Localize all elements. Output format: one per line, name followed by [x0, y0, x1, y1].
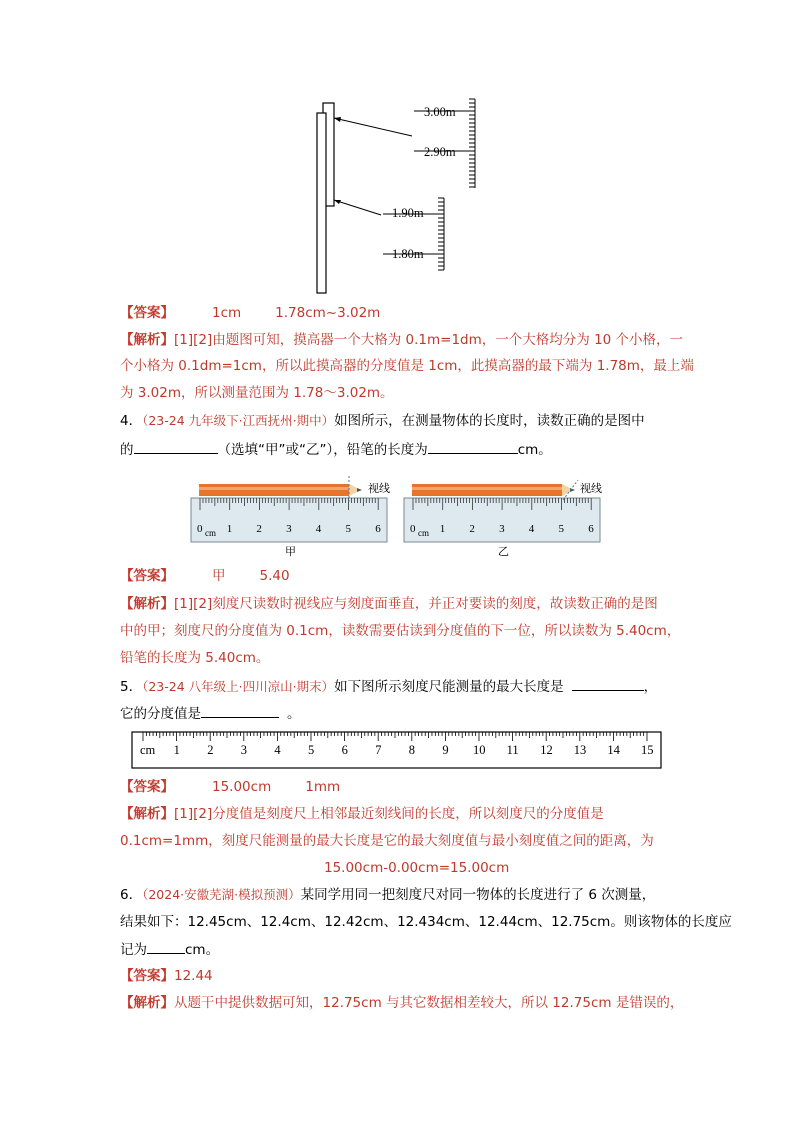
answer-blank[interactable]: [134, 439, 218, 454]
ruler-tick-label: 11: [506, 743, 519, 757]
ruler-tick-label: 0: [410, 523, 416, 535]
q3-answer-line: [120, 303, 380, 323]
analysis-tag: 【解析】: [120, 596, 174, 612]
answer-value: 1mm: [305, 779, 341, 795]
answer-value: 1cm: [212, 305, 242, 321]
caption-jia: 甲: [285, 546, 296, 558]
question-stem: ，: [643, 679, 658, 695]
question-number: 5．: [120, 679, 143, 695]
question-source: （2024·安徽芜湖·模拟预测）: [142, 887, 301, 902]
ruler-unit: cm: [205, 528, 216, 538]
ruler-tick-label: 4: [315, 523, 322, 535]
ruler-tick-label: 4: [274, 743, 281, 757]
analysis-tag: 【解析】: [120, 995, 174, 1011]
ruler-tick-label: 10: [473, 743, 486, 757]
answer-value: 12.44: [174, 968, 213, 984]
q5-stem-line-1: [120, 676, 657, 697]
caption-yi: 乙: [498, 546, 509, 558]
answer-value: 15.00cm: [212, 779, 272, 795]
analysis-tag: 【解析】: [120, 332, 174, 348]
question-stem: 它的分度值是: [120, 706, 201, 722]
question-stem: cm。: [185, 942, 220, 958]
q5-analysis-line-3: 15.00cm-0.00cm=15.00cm: [324, 860, 510, 876]
ruler-unit: cm: [140, 743, 156, 757]
question-stem: 某同学用同一把刻度尺对同一物体的长度进行了 6 次测量，: [300, 887, 656, 903]
answer-value: 甲: [212, 568, 226, 584]
answer-value: 5.40: [259, 568, 290, 584]
analysis-text: 从题干中提供数据可知，12.75cm 与其它数据相差较大，所以 12.75cm 是错误的，: [174, 995, 684, 1011]
ruler-tick-label: 2: [256, 523, 262, 535]
question-stem: 的: [120, 442, 134, 458]
ruler-tick-label: 6: [375, 523, 381, 535]
analysis-text: [1][2]刻度尺读数时视线应与刻度面垂直，并正对要读的刻度，故读数正确的是图: [174, 596, 658, 612]
ruler-tick-label: 1: [173, 743, 180, 757]
ruler-tick-label: 13: [573, 743, 587, 757]
ruler-tick-label: 12: [540, 743, 553, 757]
q4-stem-line-2: [120, 439, 552, 460]
question-stem: 。: [287, 706, 301, 722]
answer-blank[interactable]: [201, 703, 279, 718]
answer-tag: 【答案】: [120, 568, 174, 584]
label-1-80m: 1.80m: [392, 247, 424, 261]
q4-stem-line-1: [120, 411, 645, 431]
q6-stem-line-1: [120, 885, 655, 905]
q4-analysis-line-3: 铅笔的长度为 5.40cm。: [120, 650, 270, 666]
q6-answer-line: [120, 966, 213, 986]
height-gauge-figure: [0, 0, 793, 300]
q4-analysis-line-1: [120, 594, 658, 614]
q5-analysis-line-1: [120, 804, 604, 824]
ruler-tick-label: 1: [226, 523, 233, 535]
question-number: 6．: [120, 887, 143, 903]
answer-blank[interactable]: [572, 676, 644, 691]
q4-answer-line: [120, 566, 290, 586]
ruler-jia: [191, 476, 390, 558]
label-1-90m: 1.90m: [392, 206, 424, 220]
ruler-tick-label: 5: [558, 523, 564, 535]
q6-analysis-line-1: [120, 993, 683, 1013]
q3-analysis-line-1: [120, 330, 683, 350]
ruler-tick-label: 2: [469, 523, 475, 535]
analysis-tag: 【解析】: [120, 806, 174, 822]
answer-tag: 【答案】: [120, 968, 174, 984]
q6-stem-line-3: [120, 939, 219, 960]
ruler-tick-label: 3: [286, 523, 292, 535]
ruler-tick-label: 3: [240, 743, 248, 757]
q5-stem-line-2: [120, 703, 301, 724]
label-2-90m: 2.90m: [424, 145, 456, 159]
question-stem: （选填“甲”或“乙”），铅笔的长度为: [217, 442, 428, 458]
answer-blank[interactable]: [147, 939, 185, 954]
ruler-tick-label: 5: [308, 743, 315, 757]
sight-label: 视线: [368, 483, 390, 495]
q4-analysis-line-2: 中的甲；刻度尺的分度值为 0.1cm，读数需要估读到分度值的下一位，所以读数为 5.40cm，: [120, 623, 681, 639]
answer-value: 1.78cm~3.02m: [275, 305, 381, 321]
q5-answer-line: [120, 777, 340, 797]
ruler-15cm: [0, 730, 793, 780]
ruler-tick-label: 3: [499, 523, 505, 535]
q6-stem-line-2: 结果如下：12.45cm、12.4cm、12.42cm、12.434cm、12.44cm、12.75cm。则该物体的长度应: [120, 914, 732, 930]
ruler-tick-label: 15: [641, 743, 654, 757]
question-source: （23-24 八年级上·四川凉山·期末）: [142, 679, 335, 694]
q5-analysis-line-2: 0.1cm=1mm，刻度尺能测量的最大长度是它的最大刻度值与最小刻度值之间的距离，为: [120, 833, 654, 849]
ruler-tick-label: 0: [197, 523, 203, 535]
sight-label: 视线: [580, 483, 602, 495]
gauge-inner-rod: [317, 113, 326, 293]
label-3-00m: 3.00m: [424, 105, 456, 119]
ruler-tick-label: 4: [528, 523, 535, 535]
ruler-tick-label: 1: [439, 523, 446, 535]
ruler-tick-label: 9: [442, 743, 449, 757]
ruler-tick-label: 8: [408, 743, 416, 757]
answer-blank[interactable]: [428, 439, 518, 454]
question-stem: cm。: [517, 442, 552, 458]
ruler-yi: [404, 480, 602, 558]
ruler-tick-label: 7: [375, 743, 382, 757]
q3-analysis-line-2: 个小格为 0.1dm=1cm，所以此摸高器的分度值是 1cm，此摸高器的最下端为 1.78m，最上端: [120, 358, 694, 374]
analysis-text: [1][2]分度值是刻度尺上相邻最近刻线间的长度，所以刻度尺的分度值是: [174, 806, 604, 822]
pencil-ruler-figure: [0, 470, 793, 570]
answer-tag: 【答案】: [120, 305, 174, 321]
ruler-tick-label: 2: [207, 743, 214, 757]
answer-tag: 【答案】: [120, 779, 174, 795]
question-number: 4．: [120, 413, 143, 429]
q3-analysis-line-3: 为 3.02m，所以测量范围为 1.78～3.02m。: [120, 385, 394, 401]
ruler-tick-label: 6: [588, 523, 594, 535]
question-stem: 记为: [120, 942, 147, 958]
analysis-text: [1][2]由题图可知，摸高器一个大格为 0.1m=1dm，一个大格均分为 10 个小格，一: [174, 332, 684, 348]
ruler-unit: cm: [418, 528, 429, 538]
question-source: （23-24 九年级下·江西抚州·期中）: [142, 413, 335, 428]
question-stem: 如下图所示刻度尺能测量的最大长度是: [334, 679, 564, 695]
ruler-tick-label: 14: [607, 743, 620, 757]
ruler-tick-label: 6: [341, 743, 348, 757]
question-stem: 如图所示，在测量物体的长度时，读数正确的是图中: [334, 413, 645, 429]
ruler-tick-label: 5: [345, 523, 351, 535]
